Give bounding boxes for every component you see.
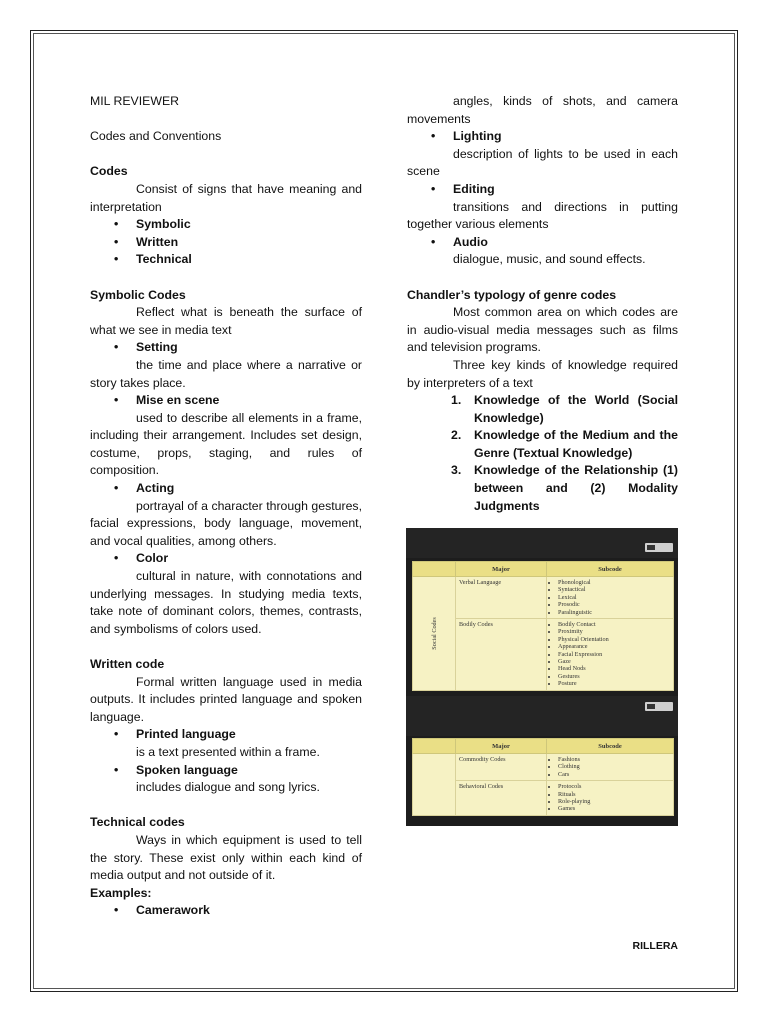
table-cell: Bodily Codes [456,619,547,691]
table-header: Subcode [547,739,674,754]
list-item: • Setting [90,339,362,357]
table-cell: Behavioral Codes [456,781,547,816]
list-item: • Spoken language [90,762,362,780]
section-title: Codes and Conventions [90,129,222,144]
written-definition: Formal written language used in media outputs. It includes printed language and spoken language. [90,674,362,724]
left-column [90,93,362,920]
table-header: Major [456,562,547,577]
codes-heading: Codes [90,164,128,179]
list-item: • Technical [90,251,362,269]
table-cell: Commodity Codes [456,754,547,781]
table-row: Behavioral Codes • Protocols • Rituals • Role-playing • Games [413,781,674,816]
technical-definition: Ways in which equipment is used to tell the story. These exist only within each kind of media output and not outside of it. [90,832,362,883]
item-description: transitions and directions in putting together various elements [407,199,678,232]
list-item: • Written [90,234,362,252]
list-item: • Color [90,550,362,568]
item-description: used to describe all elements in a frame, including their arrangement. Includes set design, costume, props, staging, and rules of composition. [90,410,362,478]
list-item: • Printed language [90,726,362,744]
item-description: portrayal of a character through gestures, facial expressions, body language, movement, and vocal qualities, among others. [90,498,362,548]
item-description: description of lights to be used in each scene [407,146,678,179]
symbolic-heading: Symbolic Codes [90,287,186,302]
table-cell: Verbal Language [456,577,547,619]
item-description: dialogue, music, and sound effects. [453,252,646,267]
symbolic-definition: Reflect what is beneath the surface of what we see in media text [90,305,362,337]
list-item: • Lighting [407,128,678,146]
technical-heading: Technical codes [90,815,185,830]
item-description: the time and place where a narrative or story takes place. [90,357,362,390]
chandler-heading: Chandler’s typology of genre codes [407,287,617,302]
list-item: • Camerawork [90,902,362,920]
slide-header-bar [406,696,678,736]
item-description: includes dialogue and song lyrics. [136,780,320,795]
table-header: Subcode [547,562,674,577]
slide-header-bar [406,528,678,558]
group-label: Social Codes [413,577,456,691]
social-codes-table [412,561,674,691]
doc-title: MIL REVIEWER [90,94,180,108]
list-item: • Editing [407,181,678,199]
table-row: Social Codes Verbal Language • Phonological • Syntactical • Lexical • Prosodic • Paralinguistic [413,577,674,619]
examples-label: Examples: [90,885,152,900]
list-item: • Acting [90,480,362,498]
list-item: • Audio [407,234,678,252]
right-column [407,93,678,515]
item-description: is a text presented within a frame. [136,744,320,759]
list-item: • Mise en scene [90,392,362,410]
numbered-item: 2. Knowledge of the Medium and the Genre (Textual Knowledge) [451,428,678,460]
codes-slides-image [406,528,678,826]
chandler-paragraph: Most common area on which codes are in audio-visual media messages such as films and television programs. [407,305,678,355]
numbered-item: 1. Knowledge of the World (Social Knowledge) [451,393,678,425]
table-header: Major [456,739,547,754]
written-heading: Written code [90,657,165,671]
list-item: • Symbolic [90,216,362,234]
item-description: angles, kinds of shots, and camera movements [407,94,678,126]
codes-definition: Consist of signs that have meaning and interpretation [90,181,362,214]
footer-author: RILLERA [632,940,678,952]
behavioral-codes-table [412,738,674,816]
table-row: Bodily Codes • Bodily Contact • Proximity • Physical Orientation • Appearance • Facial Expression • Gaze • Head Nods • Gestures • Posture [413,619,674,691]
chandler-paragraph: Three key kinds of knowledge required by interpreters of a text [407,357,678,390]
slide-logo-icon [645,543,673,552]
numbered-item: 3. Knowledge of the Relationship (1) between and (2) Modality Judgments [451,463,678,513]
slide-logo-icon [645,702,673,711]
table-row: Commodity Codes • Fashions • Clothing • Cars [413,754,674,781]
item-description: cultural in nature, with connotations and underlying messages. In studying media texts, take note of dominant colors, themes, contrasts, and symbolisms of colors used. [90,569,362,636]
